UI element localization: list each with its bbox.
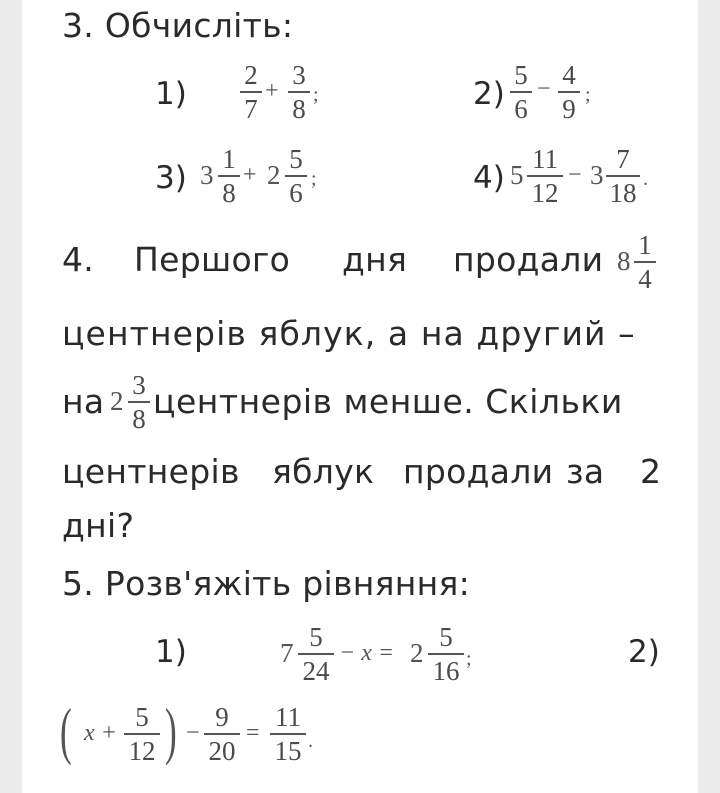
task3-item1-label: 1): [155, 76, 187, 112]
task5-eq2-frac-b: 9 20: [204, 702, 240, 766]
task3-item4-whole-b: 3: [590, 160, 604, 190]
task4-word-za: за: [566, 452, 605, 491]
task5-eq1-minus-x: − x =: [339, 640, 395, 666]
task4-word-prodaly: продали: [453, 240, 604, 279]
task4-mixed1-frac: 1 4: [634, 230, 656, 294]
task4-number-2: 2: [640, 452, 662, 491]
task4-word-dnia: дня: [342, 240, 408, 279]
task3-item3-whole-b: 2: [267, 160, 281, 190]
task3-item4-op: −: [568, 162, 582, 188]
task3-item3-frac-b: 5 6: [285, 144, 307, 208]
task5-eq1-frac-b: 5 16: [428, 622, 464, 686]
task3-item2-op: −: [537, 76, 551, 102]
task5-eq1-end: ;: [466, 648, 472, 670]
task3-item2-end: ;: [585, 84, 591, 106]
task3-item1-frac-b: 3 8: [288, 60, 310, 124]
task5-eq2-equals: =: [246, 720, 260, 746]
task4-line3-rest: центнерів менше. Скільки: [153, 382, 623, 421]
task5-eq1-whole-a: 7: [280, 638, 294, 668]
task3-item2-label: 2): [473, 76, 505, 112]
task5-eq2-x-plus: x +: [84, 720, 117, 746]
task4-word-yabluk: яблук: [272, 452, 375, 491]
task3-item1-end: ;: [313, 84, 319, 106]
task4-mixed1-whole: 8: [617, 246, 631, 276]
task3-item1-op: +: [265, 78, 279, 104]
task3-item1-frac-a: 2 7: [240, 60, 262, 124]
task3-item4-whole-a: 5: [510, 160, 524, 190]
task5-eq2-paren-open: (: [60, 695, 72, 766]
task4-word-na: на: [62, 382, 105, 421]
task3-item4-frac-b: 7 18: [606, 144, 640, 208]
task5-eq2-minus: −: [186, 720, 200, 746]
task3-item3-frac-a: 1 8: [218, 144, 240, 208]
left-margin: [0, 0, 22, 793]
task5-title: 5. Розв'яжіть рівняння:: [62, 564, 471, 603]
task4-word-pershoho: Першого: [134, 240, 291, 279]
task3-item4-end: .: [643, 168, 648, 190]
task3-item4-label: 4): [473, 160, 505, 196]
task3-item4-frac-a: 11 12: [527, 144, 563, 208]
task3-item3-whole-a: 3: [200, 160, 214, 190]
task5-eq1-frac-a: 5 24: [298, 622, 334, 686]
task3-item2-frac-b: 4 9: [558, 60, 580, 124]
task3-item3-end: ;: [311, 168, 317, 190]
task5-eq2-frac-a: 5 12: [124, 702, 160, 766]
task4-mixed2-frac: 3 8: [128, 370, 150, 434]
task4-number: 4.: [62, 240, 95, 279]
task3-item2-frac-a: 5 6: [510, 60, 532, 124]
task4-line2: центнерів яблук, а на другий –: [62, 314, 636, 353]
task3-item3-op: +: [243, 162, 257, 188]
task3-item3-label: 3): [155, 160, 187, 196]
task4-word-tsentneriv: центнерів: [62, 452, 240, 491]
task5-eq2-end: .: [308, 730, 313, 752]
task5-eq1-label: 1): [155, 634, 187, 670]
task4-line5: дні?: [62, 506, 135, 545]
task3-title: 3. Обчисліть:: [62, 6, 294, 45]
task4-word-prodaly2: продали: [403, 452, 554, 491]
task4-mixed2-whole: 2: [110, 386, 124, 416]
right-margin: [698, 0, 720, 793]
task5-eq2-label: 2): [628, 634, 660, 670]
task5-eq2-frac-c: 11 15: [270, 702, 306, 766]
task5-eq1-whole-b: 2: [410, 638, 424, 668]
task5-eq2-paren-close: ): [165, 695, 177, 766]
